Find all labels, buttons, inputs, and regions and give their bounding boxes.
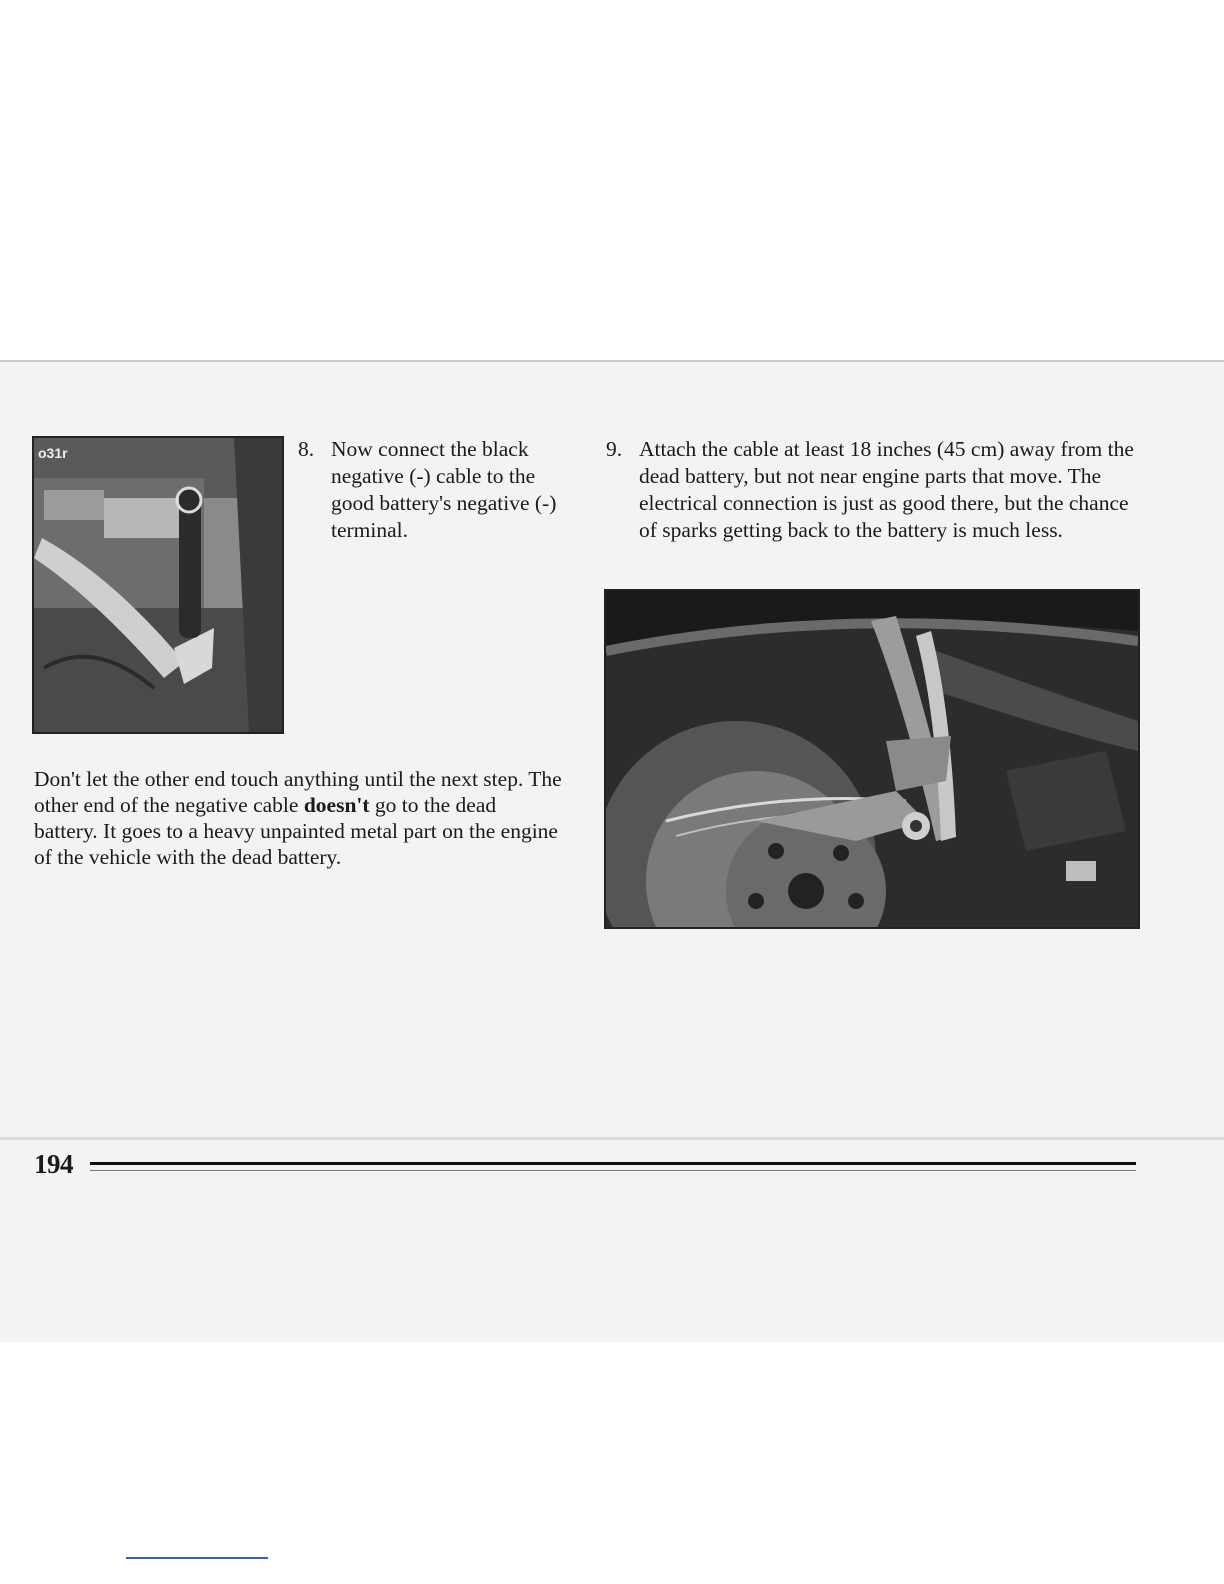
paragraph-text-start: Don't let the other end touch anything until the next step. The other end of the negative cable	[34, 767, 562, 817]
engine-ground-clamp-photo	[604, 589, 1140, 929]
paragraph-emphasis: doesn't	[303, 793, 370, 817]
battery-clamp-photo	[32, 436, 284, 734]
svg-text:o31r: o31r	[38, 445, 68, 461]
footer-rule	[90, 1162, 1136, 1165]
step-8-number: 8.	[298, 437, 315, 461]
step-8-text: Now connect the black negative (-) cable to the good battery's negative (-) terminal.	[331, 437, 557, 542]
paragraph-text-end: go to the dead battery. It goes to a heavy unpainted metal part on the engine of the vehicle with the dead battery.	[34, 793, 558, 869]
link-underline[interactable]	[126, 1557, 268, 1559]
page-number: 194	[34, 1149, 73, 1179]
footer-rule-thin	[90, 1170, 1136, 1171]
step-9-text: Attach the cable at least 18 inches (45 cm) away from the dead battery, but not near engine parts that move. The electrical connection is just as good there, but the chance of sparks getting back to the battery is much less.	[639, 437, 1134, 542]
page-edge-divider	[0, 1137, 1224, 1140]
step-9-number: 9.	[606, 437, 623, 461]
negative-cable-paragraph	[34, 766, 564, 870]
